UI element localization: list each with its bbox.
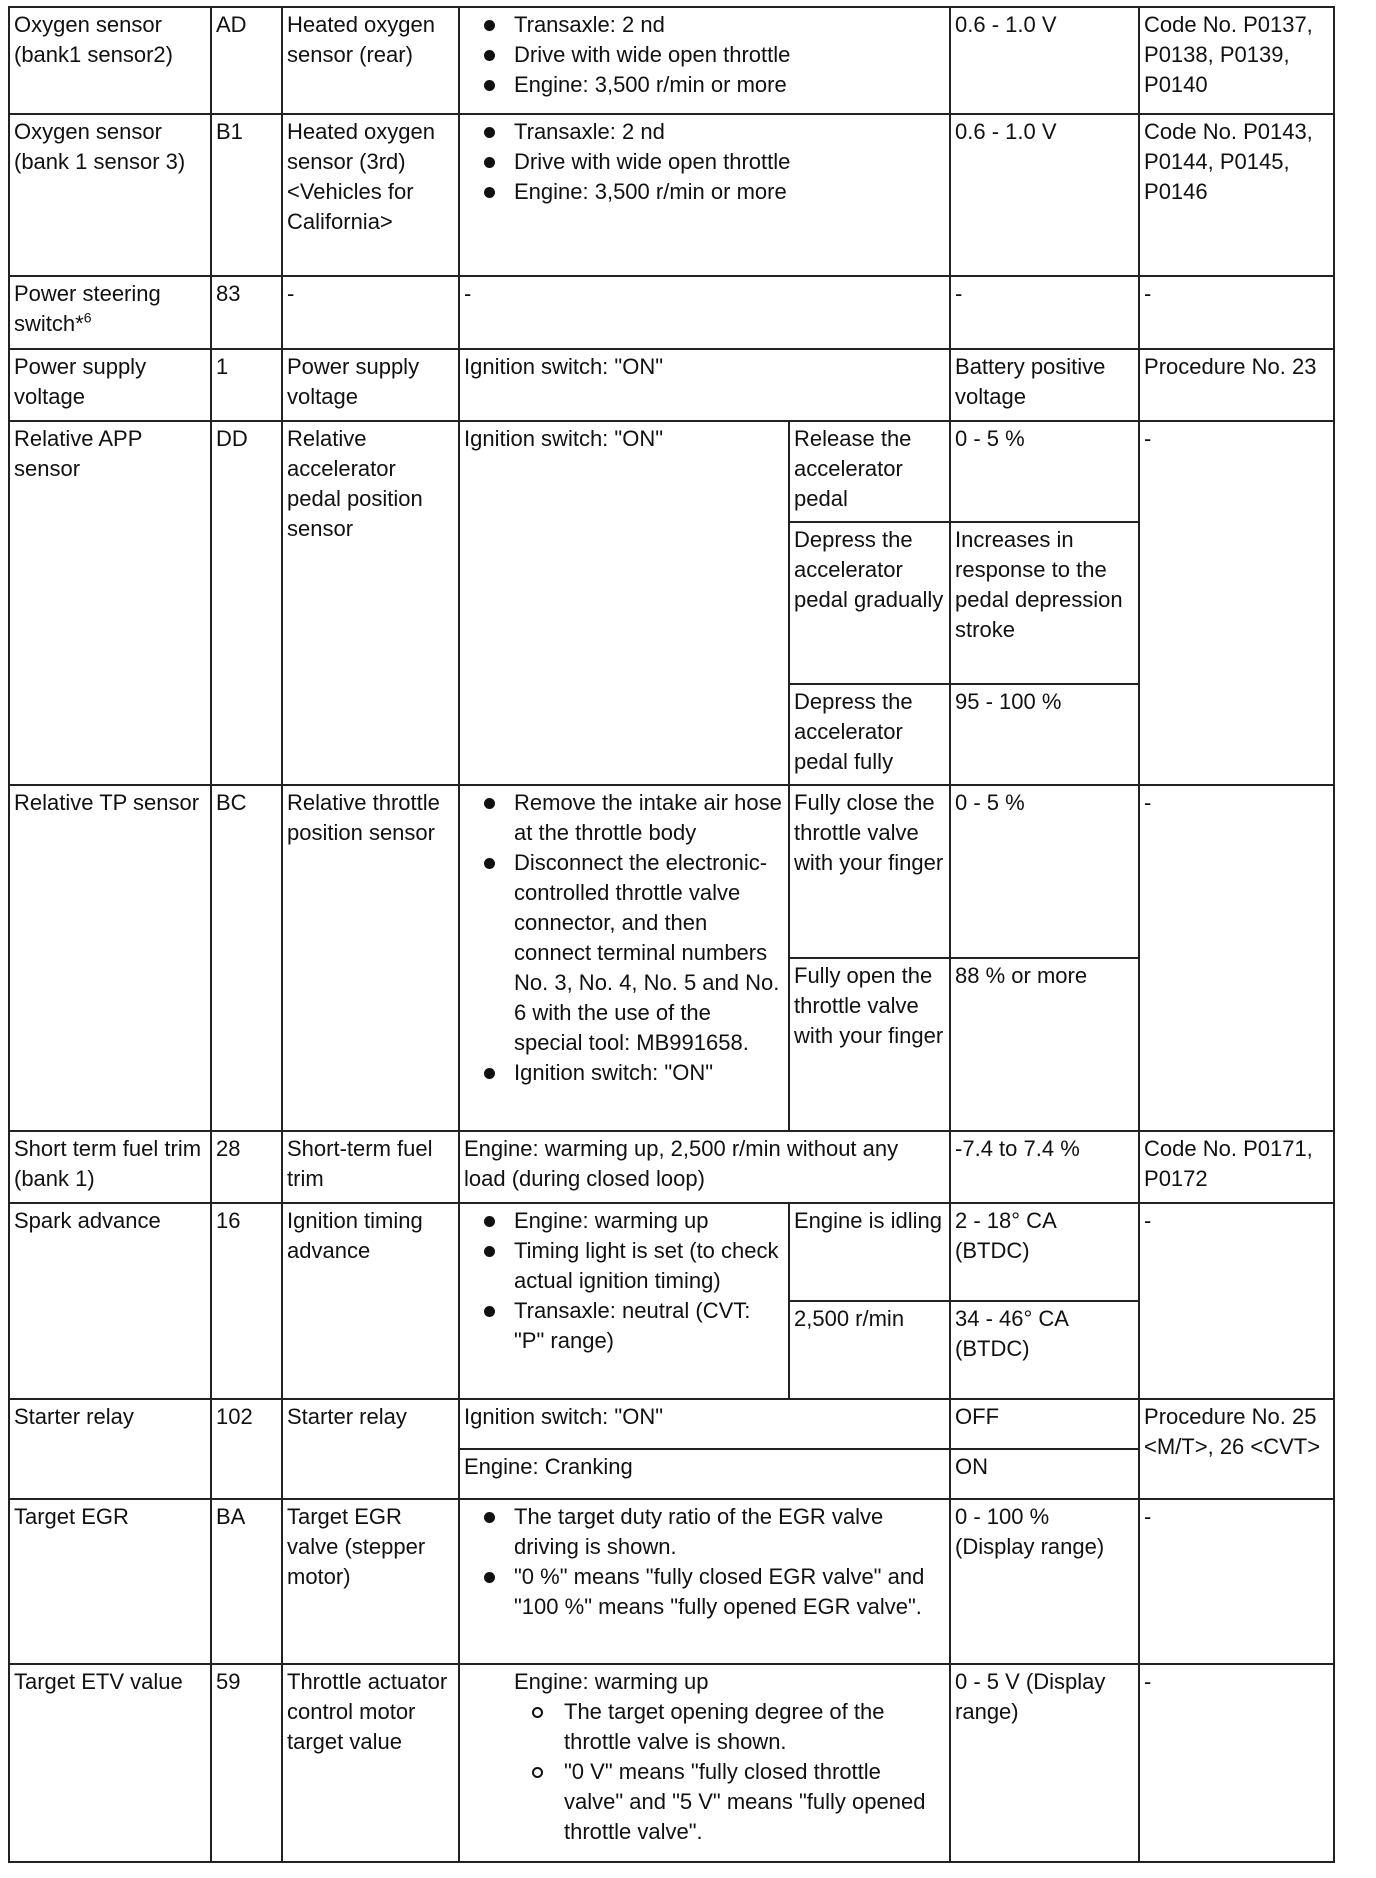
check-target-cell: Starter relay	[282, 1399, 459, 1499]
check-target-cell: Short-term fuel trim	[282, 1131, 459, 1203]
item-cell: Target ETV value	[9, 1664, 211, 1862]
table-row	[9, 349, 1334, 421]
condition-item: Disconnect the electronic-controlled throttle valve connector, and then connect terminal numbers No. 3, No. 4, No. 5 and No. 6 with the use of the special tool: MB991658.	[464, 848, 784, 1058]
normal-condition-cell: 2 - 18° CA (BTDC)	[950, 1203, 1139, 1301]
item-no-cell: DD	[211, 421, 282, 785]
table-row	[9, 1499, 1334, 1664]
sub-condition-cell: Release the accelerator pedal	[789, 421, 950, 522]
condition-item: Timing light is set (to check actual ignition timing)	[464, 1236, 784, 1296]
normal-condition-cell: OFF	[950, 1399, 1139, 1449]
table-row	[9, 114, 1334, 276]
table-row	[9, 1399, 1334, 1449]
sub-condition-item: "0 V" means "fully closed throttle valve" and "5 V" means "fully opened throttle valve".	[514, 1757, 945, 1847]
service-data-table	[8, 6, 1335, 1863]
item-cell: Oxygen sensor (bank1 sensor2)	[9, 7, 211, 114]
condition-cell: Engine: warming up, 2,500 r/min without any load (during closed loop)	[459, 1131, 950, 1203]
check-target-cell: Target EGR valve (stepper motor)	[282, 1499, 459, 1664]
normal-condition-cell: 0 - 100 % (Display range)	[950, 1499, 1139, 1664]
reference-cell: Code No. P0143, P0144, P0145, P0146	[1139, 114, 1334, 276]
check-target-cell: -	[282, 276, 459, 349]
reference-cell: Procedure No. 25 <M/T>, 26 <CVT>	[1139, 1399, 1334, 1499]
condition-item: Drive with wide open throttle	[464, 40, 945, 70]
check-target-cell: Throttle actuator control motor target value	[282, 1664, 459, 1862]
normal-condition-cell: 0.6 - 1.0 V	[950, 7, 1139, 114]
reference-cell: Code No. P0171, P0172	[1139, 1131, 1334, 1203]
normal-condition-cell: -	[950, 276, 1139, 349]
normal-condition-cell: 0 - 5 %	[950, 785, 1139, 958]
item-no-cell: B1	[211, 114, 282, 276]
normal-condition-cell: Increases in response to the pedal depression stroke	[950, 522, 1139, 684]
normal-condition-cell: 88 % or more	[950, 958, 1139, 1131]
reference-cell: -	[1139, 1499, 1334, 1664]
condition-item: "0 %" means "fully closed EGR valve" and "100 %" means "fully opened EGR valve".	[464, 1562, 945, 1622]
normal-condition-cell: 0.6 - 1.0 V	[950, 114, 1139, 276]
normal-condition-cell: 0 - 5 V (Display range)	[950, 1664, 1139, 1862]
condition-heading: Engine: warming up	[514, 1669, 709, 1694]
condition-item: Drive with wide open throttle	[464, 147, 945, 177]
reference-cell: -	[1139, 421, 1334, 785]
condition-item: Remove the intake air hose at the throttle body	[464, 788, 784, 848]
table-row	[9, 1664, 1334, 1862]
condition-cell	[459, 114, 950, 276]
check-target-cell: Power supply voltage	[282, 349, 459, 421]
sub-condition-cell: Fully open the throttle valve with your finger	[789, 958, 950, 1131]
item-label: Power steering switch*	[14, 281, 161, 336]
item-cell: Short term fuel trim (bank 1)	[9, 1131, 211, 1203]
item-cell: Relative TP sensor	[9, 785, 211, 1131]
item-no-cell: BC	[211, 785, 282, 1131]
condition-item: Engine: 3,500 r/min or more	[464, 70, 945, 100]
condition-item: Transaxle: 2 nd	[464, 117, 945, 147]
item-no-cell: 102	[211, 1399, 282, 1499]
item-cell: Starter relay	[9, 1399, 211, 1499]
check-target-cell: Relative throttle position sensor	[282, 785, 459, 1131]
condition-cell	[459, 1203, 789, 1399]
table-row	[9, 1131, 1334, 1203]
condition-cell: Ignition switch: "ON"	[459, 349, 950, 421]
condition-cell: -	[459, 276, 950, 349]
item-no-cell: BA	[211, 1499, 282, 1664]
item-cell: Power supply voltage	[9, 349, 211, 421]
table-row	[9, 276, 1334, 349]
item-no-cell: AD	[211, 7, 282, 114]
item-cell: Relative APP sensor	[9, 421, 211, 785]
condition-item: Engine: 3,500 r/min or more	[464, 177, 945, 207]
table-row	[9, 7, 1334, 114]
item-cell: Target EGR	[9, 1499, 211, 1664]
condition-cell	[459, 7, 950, 114]
condition-cell: Ignition switch: "ON"	[459, 421, 789, 785]
reference-cell: -	[1139, 1203, 1334, 1399]
sub-condition-cell: Depress the accelerator pedal gradually	[789, 522, 950, 684]
condition-item: Transaxle: 2 nd	[464, 10, 945, 40]
check-target-cell: Ignition timing advance	[282, 1203, 459, 1399]
condition-item: Transaxle: neutral (CVT: "P" range)	[464, 1296, 784, 1356]
item-no-cell: 83	[211, 276, 282, 349]
sub-condition-cell: Fully close the throttle valve with your finger	[789, 785, 950, 958]
condition-item: The target duty ratio of the EGR valve driving is shown.	[464, 1502, 945, 1562]
normal-condition-cell: 95 - 100 %	[950, 684, 1139, 785]
normal-condition-cell: 34 - 46° CA (BTDC)	[950, 1301, 1139, 1399]
check-target-cell: Heated oxygen sensor (3rd) <Vehicles for California>	[282, 114, 459, 276]
item-no-cell: 59	[211, 1664, 282, 1862]
normal-condition-cell: Battery positive voltage	[950, 349, 1139, 421]
item-no-cell: 16	[211, 1203, 282, 1399]
condition-cell: Engine: Cranking	[459, 1449, 950, 1499]
check-target-cell: Heated oxygen sensor (rear)	[282, 7, 459, 114]
reference-cell: -	[1139, 1664, 1334, 1862]
table-row	[9, 785, 1334, 958]
sub-condition-item: The target opening degree of the throttle valve is shown.	[514, 1697, 945, 1757]
item-cell: Oxygen sensor (bank 1 sensor 3)	[9, 114, 211, 276]
condition-cell	[459, 1499, 950, 1664]
table-row	[9, 421, 1334, 522]
sub-condition-cell: 2,500 r/min	[789, 1301, 950, 1399]
normal-condition-cell: -7.4 to 7.4 %	[950, 1131, 1139, 1203]
item-no-cell: 1	[211, 349, 282, 421]
reference-cell: Code No. P0137, P0138, P0139, P0140	[1139, 7, 1334, 114]
reference-cell: -	[1139, 785, 1334, 1131]
condition-item: Engine: warming up	[464, 1206, 784, 1236]
condition-cell	[459, 1664, 950, 1862]
sub-condition-cell: Engine is idling	[789, 1203, 950, 1301]
condition-cell: Ignition switch: "ON"	[459, 1399, 950, 1449]
item-cell	[9, 276, 211, 349]
condition-item: Ignition switch: "ON"	[464, 1058, 784, 1088]
condition-cell	[459, 785, 789, 1131]
item-no-cell: 28	[211, 1131, 282, 1203]
footnote-mark: 6	[83, 309, 92, 326]
reference-cell: -	[1139, 276, 1334, 349]
item-cell: Spark advance	[9, 1203, 211, 1399]
check-target-cell: Relative accelerator pedal position sensor	[282, 421, 459, 785]
table-row	[9, 1203, 1334, 1301]
sub-condition-cell: Depress the accelerator pedal fully	[789, 684, 950, 785]
reference-cell: Procedure No. 23	[1139, 349, 1334, 421]
normal-condition-cell: ON	[950, 1449, 1139, 1499]
normal-condition-cell: 0 - 5 %	[950, 421, 1139, 522]
